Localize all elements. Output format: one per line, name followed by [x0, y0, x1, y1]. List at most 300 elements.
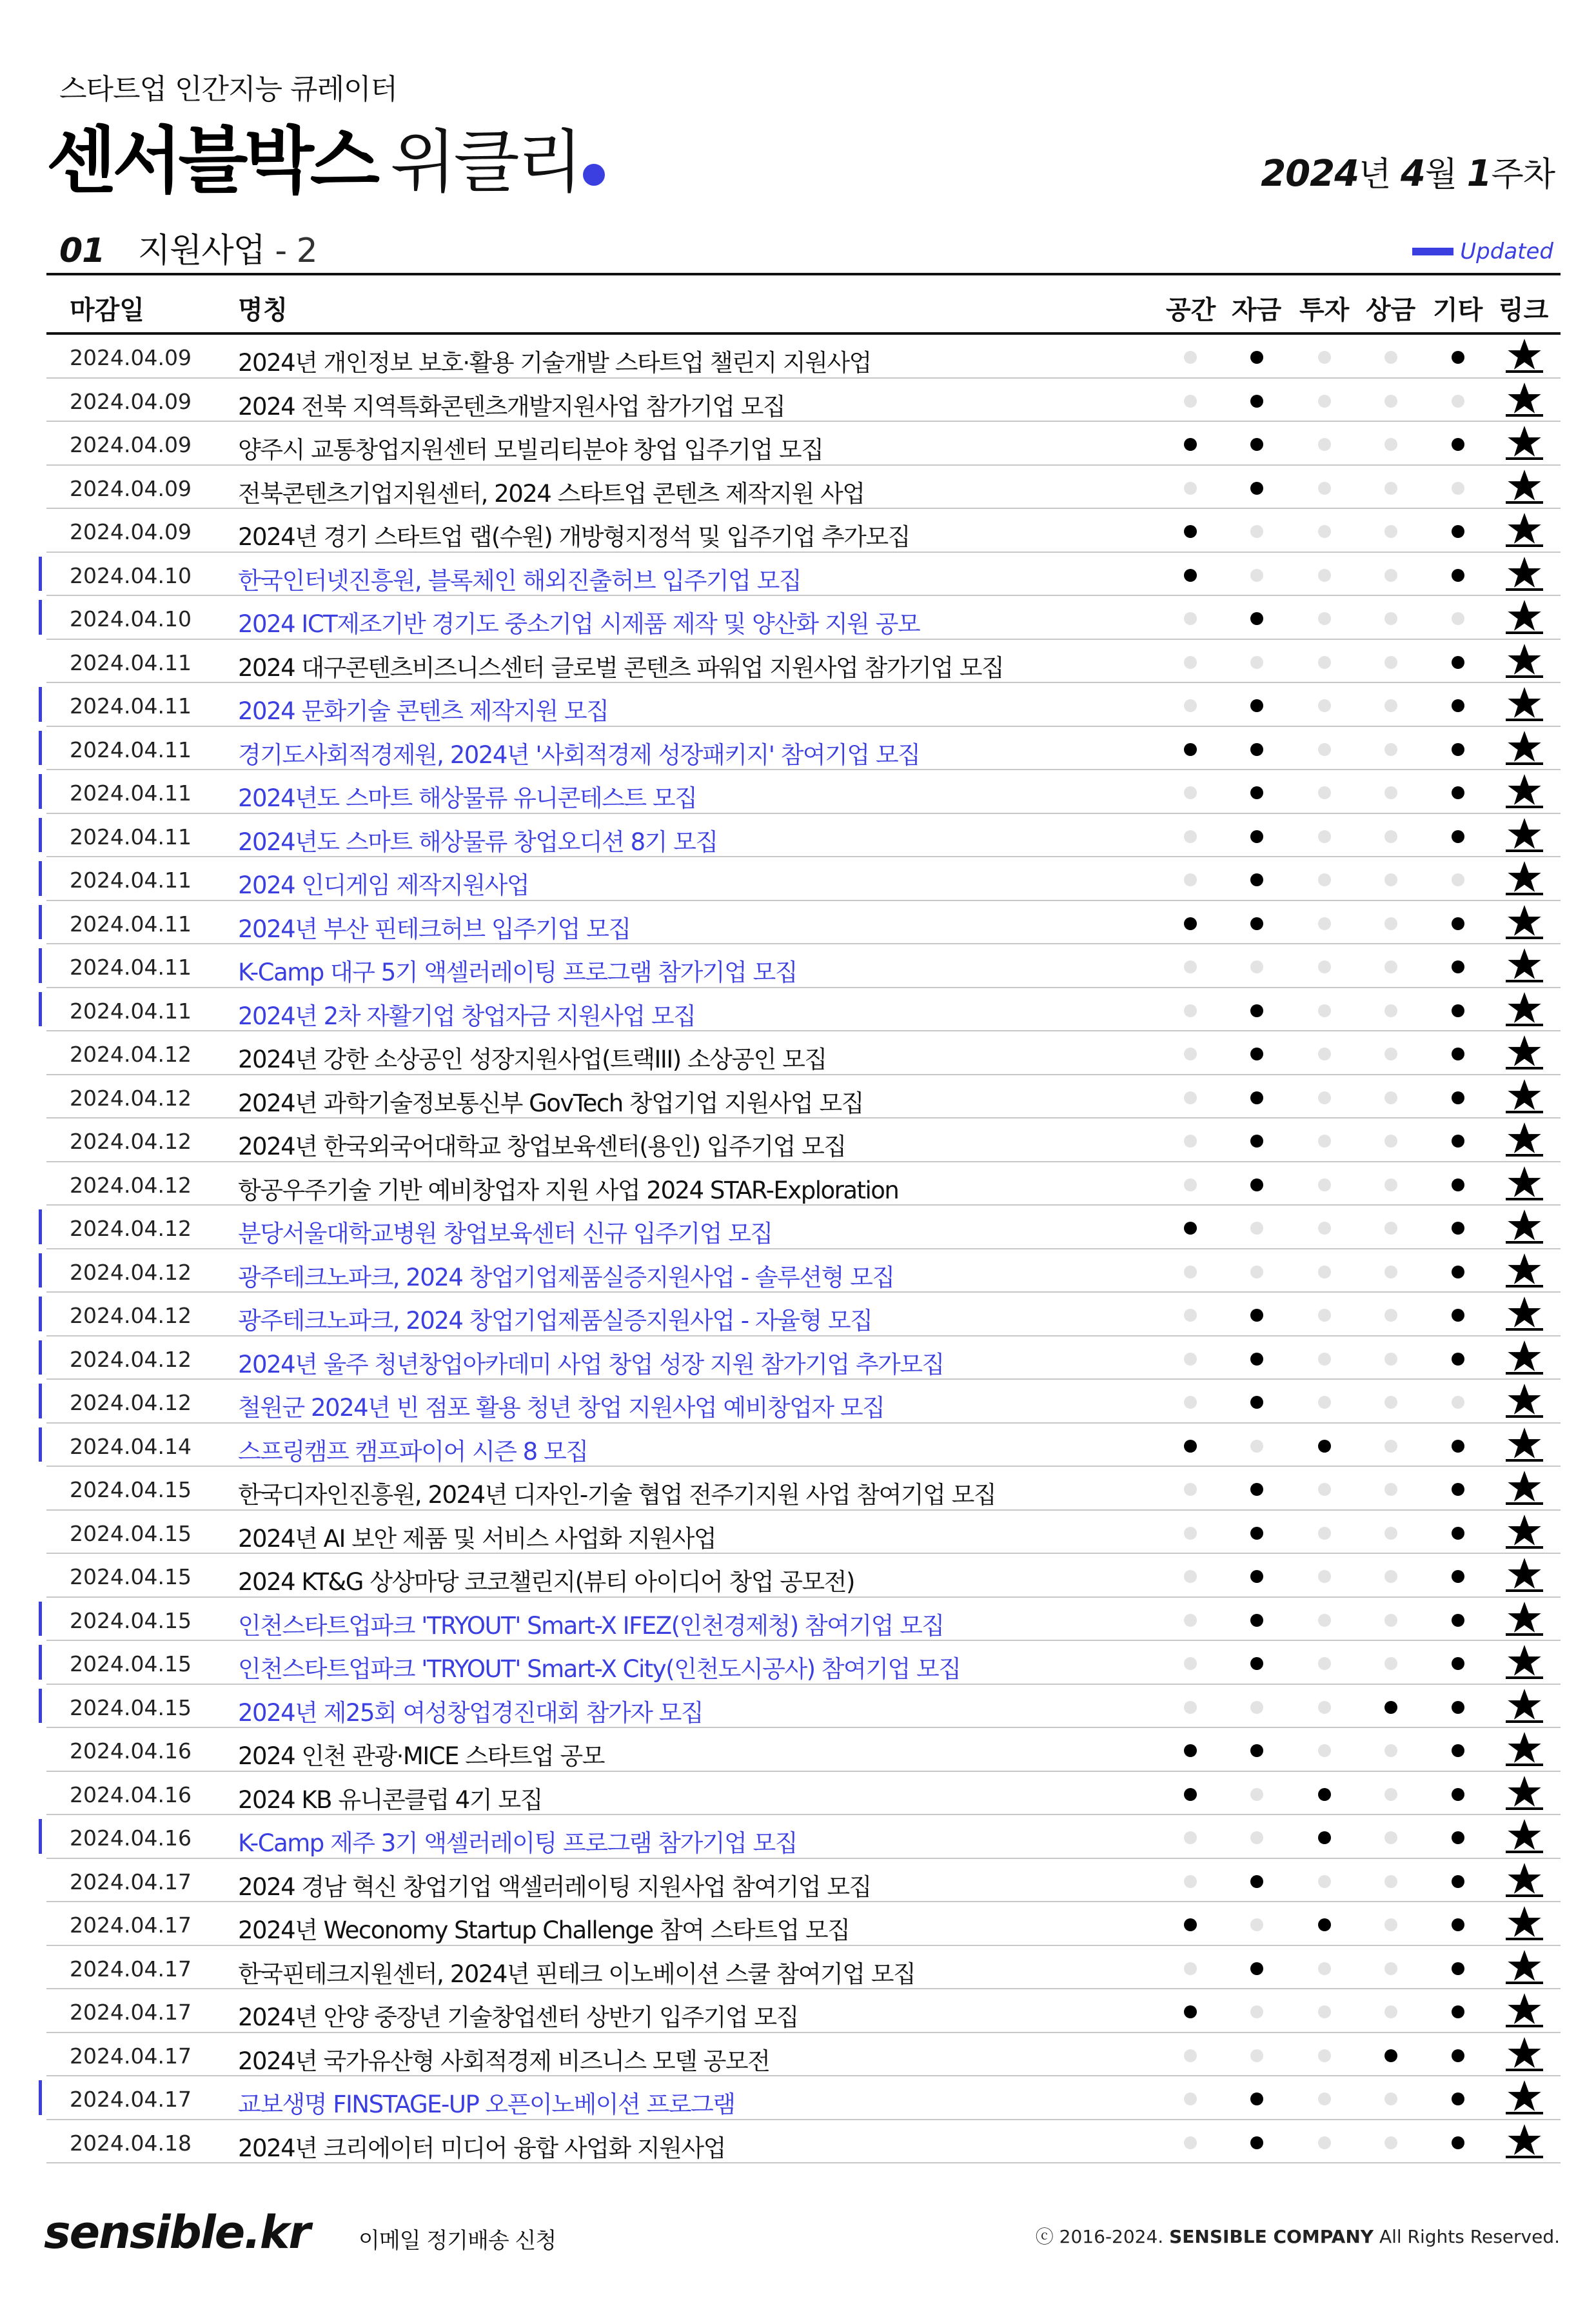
row-deadline: 2024.04.15 [70, 1520, 192, 1546]
row-link[interactable] [1505, 1949, 1544, 1988]
star-icon [1505, 425, 1544, 457]
row-name: 2024 전북 지역특화콘텐츠개발지원사업 참가기업 모집 [238, 392, 785, 421]
investment-on-dot-icon [1318, 1788, 1331, 1801]
brand-light: 위클리 [389, 123, 581, 202]
star-icon [1505, 338, 1544, 370]
row-link[interactable] [1505, 1731, 1544, 1770]
table-row [46, 944, 1561, 988]
investment-off-dot-icon [1318, 960, 1331, 973]
investment-off-dot-icon [1318, 2005, 1331, 2018]
funding-on-dot-icon [1250, 1004, 1263, 1017]
link-underline [1506, 370, 1543, 373]
star-icon [1505, 1644, 1544, 1676]
table-row [46, 1815, 1561, 1859]
funding-on-dot-icon [1250, 1396, 1263, 1409]
funding-on-dot-icon [1250, 395, 1263, 408]
row-link[interactable] [1505, 1601, 1544, 1640]
row-link[interactable] [1505, 469, 1544, 508]
row-deadline: 2024.04.17 [70, 2043, 192, 2069]
table-row [46, 770, 1561, 814]
space-off-dot-icon [1184, 656, 1197, 669]
row-name: 한국핀테크지원센터, 2024년 핀테크 이노베이션 스쿨 참여기업 모집 [238, 1960, 916, 1988]
space-off-dot-icon [1184, 1527, 1197, 1540]
funding-on-dot-icon [1250, 699, 1263, 712]
star-icon [1505, 817, 1544, 850]
prize-off-dot-icon [1384, 2005, 1397, 2018]
other-on-dot-icon [1452, 438, 1464, 451]
prize-off-dot-icon [1384, 1614, 1397, 1627]
link-underline [1506, 1982, 1543, 1984]
link-underline [1506, 675, 1543, 678]
row-link[interactable] [1505, 1340, 1544, 1378]
section-number: 01 [59, 232, 105, 270]
funding-on-dot-icon [1250, 1744, 1263, 1757]
table-row [46, 2120, 1561, 2164]
funding-off-dot-icon [1250, 2049, 1263, 2062]
row-link[interactable] [1505, 904, 1544, 943]
star-icon [1505, 773, 1544, 806]
table-row [46, 1424, 1561, 1467]
space-off-dot-icon [1184, 830, 1197, 843]
row-link[interactable] [1505, 338, 1544, 377]
row-name: 항공우주기술 기반 예비창업자 지원 사업 2024 STAR-Exploration [238, 1176, 899, 1204]
row-deadline: 2024.04.10 [70, 562, 192, 588]
other-off-dot-icon [1452, 395, 1464, 408]
investment-off-dot-icon [1318, 656, 1331, 669]
link-underline [1506, 1372, 1543, 1375]
row-link[interactable] [1505, 1818, 1544, 1857]
funding-on-dot-icon [1250, 1962, 1263, 1975]
row-name: 2024년 강한 소상공인 성장지원사업(트랙III) 소상공인 모집 [238, 1046, 827, 1073]
subscribe-link[interactable]: 이메일 정기배송 신청 [359, 2228, 557, 2254]
star-icon [1505, 1035, 1544, 1067]
table-row [46, 814, 1561, 858]
space-off-dot-icon [1184, 612, 1197, 625]
issue-week: 1 [1466, 153, 1492, 195]
prize-off-dot-icon [1384, 1483, 1397, 1496]
row-name: 양주시 교통창업지원센터 모빌리티분야 창업 입주기업 모집 [238, 436, 823, 464]
space-off-dot-icon [1184, 699, 1197, 712]
prize-off-dot-icon [1384, 1396, 1397, 1409]
funding-on-dot-icon [1250, 1309, 1263, 1322]
row-name: 경기도사회적경제원, 2024년 '사회적경제 성장패키지' 참여기업 모집 [238, 741, 920, 769]
space-off-dot-icon [1184, 1831, 1197, 1844]
star-icon [1505, 1688, 1544, 1720]
issue-year-unit: 년 [1359, 155, 1391, 194]
table-row [46, 596, 1561, 640]
other-on-dot-icon [1452, 1657, 1464, 1670]
prize-off-dot-icon [1384, 1266, 1397, 1278]
other-on-dot-icon [1452, 1222, 1464, 1235]
row-deadline: 2024.04.11 [70, 911, 192, 937]
prize-off-dot-icon [1384, 656, 1397, 669]
star-icon [1505, 1340, 1544, 1372]
link-underline [1506, 1328, 1543, 1331]
row-link[interactable] [1505, 1514, 1544, 1553]
prize-off-dot-icon [1384, 786, 1397, 799]
row-deadline: 2024.04.14 [70, 1433, 192, 1459]
space-off-dot-icon [1184, 1048, 1197, 1060]
other-on-dot-icon [1452, 1875, 1464, 1888]
row-link[interactable] [1505, 1775, 1544, 1814]
row-deadline: 2024.04.12 [70, 1129, 192, 1154]
table-row [46, 1554, 1561, 1598]
row-link[interactable] [1505, 1296, 1544, 1335]
investment-off-dot-icon [1318, 1962, 1331, 1975]
row-link[interactable] [1505, 1035, 1544, 1073]
row-link[interactable] [1505, 2036, 1544, 2075]
star-icon [1505, 1383, 1544, 1415]
other-on-dot-icon [1452, 786, 1464, 799]
funding-off-dot-icon [1250, 525, 1263, 538]
table-row [46, 1075, 1561, 1119]
row-link[interactable] [1505, 773, 1544, 812]
row-deadline: 2024.04.11 [70, 650, 192, 675]
investment-off-dot-icon [1318, 1396, 1331, 1409]
link-underline [1506, 631, 1543, 634]
row-link[interactable] [1505, 1383, 1544, 1422]
investment-off-dot-icon [1318, 1353, 1331, 1366]
row-deadline: 2024.04.11 [70, 955, 192, 980]
star-icon [1505, 1993, 1544, 2025]
other-off-dot-icon [1452, 1396, 1464, 1409]
space-on-dot-icon [1184, 1744, 1197, 1757]
star-icon [1505, 2080, 1544, 2112]
col-other: 기타 [1433, 295, 1483, 325]
link-underline [1506, 1676, 1543, 1679]
footer-brand[interactable]: sensible.kr [44, 2206, 310, 2259]
brand-dot-icon [583, 164, 605, 186]
investment-off-dot-icon [1318, 2136, 1331, 2149]
row-deadline: 2024.04.16 [70, 1738, 192, 1764]
issue-month-unit: 월 [1424, 155, 1457, 194]
funding-on-dot-icon [1250, 830, 1263, 843]
row-link[interactable] [1505, 860, 1544, 899]
investment-off-dot-icon [1318, 2049, 1331, 2062]
space-off-dot-icon [1184, 395, 1197, 408]
table-row [46, 857, 1561, 901]
investment-off-dot-icon [1318, 438, 1331, 451]
link-underline [1506, 2156, 1543, 2158]
investment-on-dot-icon [1318, 1440, 1331, 1453]
investment-on-dot-icon [1318, 1831, 1331, 1844]
row-name: 2024년도 스마트 해상물류 창업오디션 8기 모집 [238, 828, 718, 856]
row-link[interactable] [1505, 1078, 1544, 1117]
star-icon [1505, 991, 1544, 1024]
copyright [1036, 2223, 1560, 2249]
row-link[interactable] [1505, 1122, 1544, 1160]
row-link[interactable] [1505, 425, 1544, 464]
other-on-dot-icon [1452, 1004, 1464, 1017]
investment-off-dot-icon [1318, 917, 1331, 930]
other-on-dot-icon [1452, 830, 1464, 843]
row-link[interactable] [1505, 1209, 1544, 1247]
link-underline [1506, 762, 1543, 765]
space-off-dot-icon [1184, 1353, 1197, 1366]
table-row [46, 1859, 1561, 1903]
funding-on-dot-icon [1250, 1048, 1263, 1060]
space-off-dot-icon [1184, 1570, 1197, 1583]
prize-off-dot-icon [1384, 2092, 1397, 2105]
space-off-dot-icon [1184, 1396, 1197, 1409]
row-link[interactable] [1505, 2080, 1544, 2118]
row-name: 2024년 2차 자활기업 창업자금 지원사업 모집 [238, 1002, 696, 1030]
prize-off-dot-icon [1384, 1091, 1397, 1104]
investment-off-dot-icon [1318, 351, 1331, 364]
link-underline [1506, 1415, 1543, 1418]
row-name: 광주테크노파크, 2024 창업기업제품실증지원사업 - 자율형 모집 [238, 1307, 872, 1335]
prize-off-dot-icon [1384, 1657, 1397, 1670]
link-underline [1506, 1154, 1543, 1157]
funding-off-dot-icon [1250, 1788, 1263, 1801]
prize-off-dot-icon [1384, 1178, 1397, 1191]
row-deadline: 2024.04.15 [70, 1651, 192, 1676]
investment-off-dot-icon [1318, 1222, 1331, 1235]
space-off-dot-icon [1184, 1135, 1197, 1148]
row-link[interactable] [1505, 2123, 1544, 2162]
row-name: 2024 인디게임 제작지원사업 [238, 871, 529, 899]
prize-off-dot-icon [1384, 1309, 1397, 1322]
other-on-dot-icon [1452, 2005, 1464, 2018]
table-row [46, 1598, 1561, 1642]
star-icon [1505, 643, 1544, 675]
row-deadline: 2024.04.12 [70, 1390, 192, 1415]
issue-date [1261, 147, 1555, 195]
investment-off-dot-icon [1318, 569, 1331, 582]
row-name: 2024 경남 혁신 창업기업 액셀러레이팅 지원사업 참여기업 모집 [238, 1873, 871, 1901]
row-name: 2024년도 스마트 해상물류 유니콘테스트 모집 [238, 784, 697, 812]
row-deadline: 2024.04.12 [70, 1172, 192, 1198]
row-link[interactable] [1505, 556, 1544, 595]
row-link[interactable] [1505, 1862, 1544, 1901]
funding-on-dot-icon [1250, 1657, 1263, 1670]
other-on-dot-icon [1452, 2136, 1464, 2149]
prize-off-dot-icon [1384, 960, 1397, 973]
link-underline [1506, 457, 1543, 460]
space-off-dot-icon [1184, 786, 1197, 799]
funding-on-dot-icon [1250, 1091, 1263, 1104]
row-deadline: 2024.04.12 [70, 1303, 192, 1328]
issue-week-unit: 주차 [1491, 155, 1555, 194]
funding-on-dot-icon [1250, 1178, 1263, 1191]
star-icon [1505, 1209, 1544, 1241]
space-off-dot-icon [1184, 351, 1197, 364]
row-link[interactable] [1505, 1470, 1544, 1509]
row-link[interactable] [1505, 599, 1544, 638]
copyright-rights: All Rights Reserved. [1379, 2226, 1560, 2247]
link-underline [1506, 937, 1543, 939]
table-row [46, 1337, 1561, 1380]
star-icon [1505, 2036, 1544, 2069]
other-off-dot-icon [1452, 482, 1464, 495]
prize-off-dot-icon [1384, 395, 1397, 408]
row-link[interactable] [1505, 1993, 1544, 2031]
other-on-dot-icon [1452, 1614, 1464, 1627]
row-deadline: 2024.04.12 [70, 1259, 192, 1285]
space-on-dot-icon [1184, 438, 1197, 451]
star-icon [1505, 1078, 1544, 1111]
prize-off-dot-icon [1384, 1962, 1397, 1975]
row-name: 분당서울대학교병원 창업보육센터 신규 입주기업 모집 [238, 1220, 773, 1247]
link-underline [1506, 1241, 1543, 1244]
investment-off-dot-icon [1318, 1048, 1331, 1060]
row-link[interactable] [1505, 1905, 1544, 1944]
star-icon [1505, 1253, 1544, 1285]
row-link[interactable] [1505, 1253, 1544, 1291]
other-on-dot-icon [1452, 1570, 1464, 1583]
row-link[interactable] [1505, 1166, 1544, 1204]
star-icon [1505, 860, 1544, 893]
row-link[interactable] [1505, 382, 1544, 421]
star-icon [1505, 1905, 1544, 1938]
row-name: 2024년 AI 보안 제품 및 서비스 사업화 지원사업 [238, 1524, 716, 1553]
investment-off-dot-icon [1318, 612, 1331, 625]
row-link[interactable] [1505, 643, 1544, 682]
prize-off-dot-icon [1384, 917, 1397, 930]
space-on-dot-icon [1184, 917, 1197, 930]
other-on-dot-icon [1452, 1918, 1464, 1931]
row-deadline: 2024.04.10 [70, 606, 192, 631]
row-link[interactable] [1505, 730, 1544, 769]
star-icon [1505, 1427, 1544, 1459]
star-icon [1505, 469, 1544, 501]
other-on-dot-icon [1452, 656, 1464, 669]
row-name: 전북콘텐츠기업지원센터, 2024 스타트업 콘텐츠 제작지원 사업 [238, 479, 865, 508]
star-icon [1505, 1122, 1544, 1154]
row-link[interactable] [1505, 1644, 1544, 1683]
funding-on-dot-icon [1250, 2092, 1263, 2105]
funding-off-dot-icon [1250, 1440, 1263, 1453]
other-on-dot-icon [1452, 960, 1464, 973]
funding-off-dot-icon [1250, 960, 1263, 973]
row-name: 2024 문화기술 콘텐츠 제작지원 모집 [238, 697, 609, 725]
row-deadline: 2024.04.17 [70, 2000, 192, 2025]
space-off-dot-icon [1184, 1875, 1197, 1888]
space-off-dot-icon [1184, 960, 1197, 973]
investment-off-dot-icon [1318, 2092, 1331, 2105]
row-deadline: 2024.04.15 [70, 1564, 192, 1589]
row-link[interactable] [1505, 817, 1544, 856]
row-link[interactable] [1505, 1688, 1544, 1727]
row-deadline: 2024.04.16 [70, 1782, 192, 1807]
link-underline [1506, 1502, 1543, 1505]
space-off-dot-icon [1184, 1483, 1197, 1496]
other-on-dot-icon [1452, 525, 1464, 538]
star-icon [1505, 1862, 1544, 1894]
investment-off-dot-icon [1318, 395, 1331, 408]
link-underline [1506, 1285, 1543, 1287]
row-name: 2024년 Weconomy Startup Challenge 참여 스타트업 모집 [238, 1916, 850, 1944]
row-link[interactable] [1505, 1557, 1544, 1596]
section-title [59, 223, 317, 272]
other-on-dot-icon [1452, 1353, 1464, 1366]
prize-off-dot-icon [1384, 1048, 1397, 1060]
investment-off-dot-icon [1318, 1875, 1331, 1888]
table-row [46, 901, 1561, 945]
space-off-dot-icon [1184, 1178, 1197, 1191]
investment-off-dot-icon [1318, 1657, 1331, 1670]
funding-on-dot-icon [1250, 873, 1263, 886]
funding-off-dot-icon [1250, 1266, 1263, 1278]
other-off-dot-icon [1452, 612, 1464, 625]
other-on-dot-icon [1452, 1091, 1464, 1104]
funding-off-dot-icon [1250, 569, 1263, 582]
link-underline [1506, 544, 1543, 547]
prize-off-dot-icon [1384, 438, 1397, 451]
row-deadline: 2024.04.16 [70, 1825, 192, 1851]
investment-off-dot-icon [1318, 743, 1331, 756]
row-link[interactable] [1505, 991, 1544, 1030]
funding-on-dot-icon [1250, 743, 1263, 756]
star-icon [1505, 1731, 1544, 1764]
link-underline [1506, 1111, 1543, 1113]
updated-legend [1412, 239, 1553, 264]
row-link[interactable] [1505, 1427, 1544, 1466]
star-icon [1505, 1949, 1544, 1982]
row-deadline: 2024.04.09 [70, 519, 192, 544]
funding-on-dot-icon [1250, 917, 1263, 930]
space-off-dot-icon [1184, 873, 1197, 886]
row-deadline: 2024.04.15 [70, 1607, 192, 1633]
row-link[interactable] [1505, 686, 1544, 725]
row-deadline: 2024.04.11 [70, 737, 192, 762]
prize-off-dot-icon [1384, 1527, 1397, 1540]
investment-off-dot-icon [1318, 1309, 1331, 1322]
star-icon [1505, 1514, 1544, 1546]
section-suffix: - 2 [275, 232, 317, 270]
row-link[interactable] [1505, 948, 1544, 986]
row-link[interactable] [1505, 512, 1544, 551]
table-row [46, 335, 1561, 379]
other-on-dot-icon [1452, 1788, 1464, 1801]
funding-on-dot-icon [1250, 612, 1263, 625]
prize-off-dot-icon [1384, 569, 1397, 582]
row-name: 2024년 울주 청년창업아카데미 사업 창업 성장 지원 참가기업 추가모집 [238, 1350, 944, 1378]
link-underline [1506, 1459, 1543, 1462]
row-deadline: 2024.04.09 [70, 388, 192, 414]
investment-off-dot-icon [1318, 1614, 1331, 1627]
row-deadline: 2024.04.15 [70, 1477, 192, 1502]
table-row [46, 379, 1561, 422]
link-underline [1506, 1851, 1543, 1853]
star-icon [1505, 599, 1544, 631]
row-name: 철원군 2024년 빈 점포 활용 청년 창업 지원사업 예비창업자 모집 [238, 1394, 885, 1422]
row-deadline: 2024.04.11 [70, 868, 192, 893]
other-on-dot-icon [1452, 699, 1464, 712]
star-icon [1505, 556, 1544, 588]
link-underline [1506, 1198, 1543, 1200]
copyright-prefix: ⓒ 2016-2024. [1035, 2226, 1164, 2247]
col-space: 공간 [1166, 295, 1216, 325]
prize-on-dot-icon [1384, 1701, 1397, 1714]
link-underline [1506, 1938, 1543, 1940]
funding-off-dot-icon [1250, 2005, 1263, 2018]
prize-off-dot-icon [1384, 612, 1397, 625]
brand-bold: 센서블박스 [46, 119, 376, 203]
space-on-dot-icon [1184, 1788, 1197, 1801]
star-icon [1505, 1818, 1544, 1851]
investment-off-dot-icon [1318, 1744, 1331, 1757]
star-icon [1505, 730, 1544, 762]
link-underline [1506, 806, 1543, 808]
table-row [46, 1989, 1561, 2033]
other-on-dot-icon [1452, 1309, 1464, 1322]
table-row [46, 1467, 1561, 1511]
link-underline [1506, 501, 1543, 504]
row-deadline: 2024.04.09 [70, 475, 192, 501]
other-on-dot-icon [1452, 1962, 1464, 1975]
space-on-dot-icon [1184, 743, 1197, 756]
